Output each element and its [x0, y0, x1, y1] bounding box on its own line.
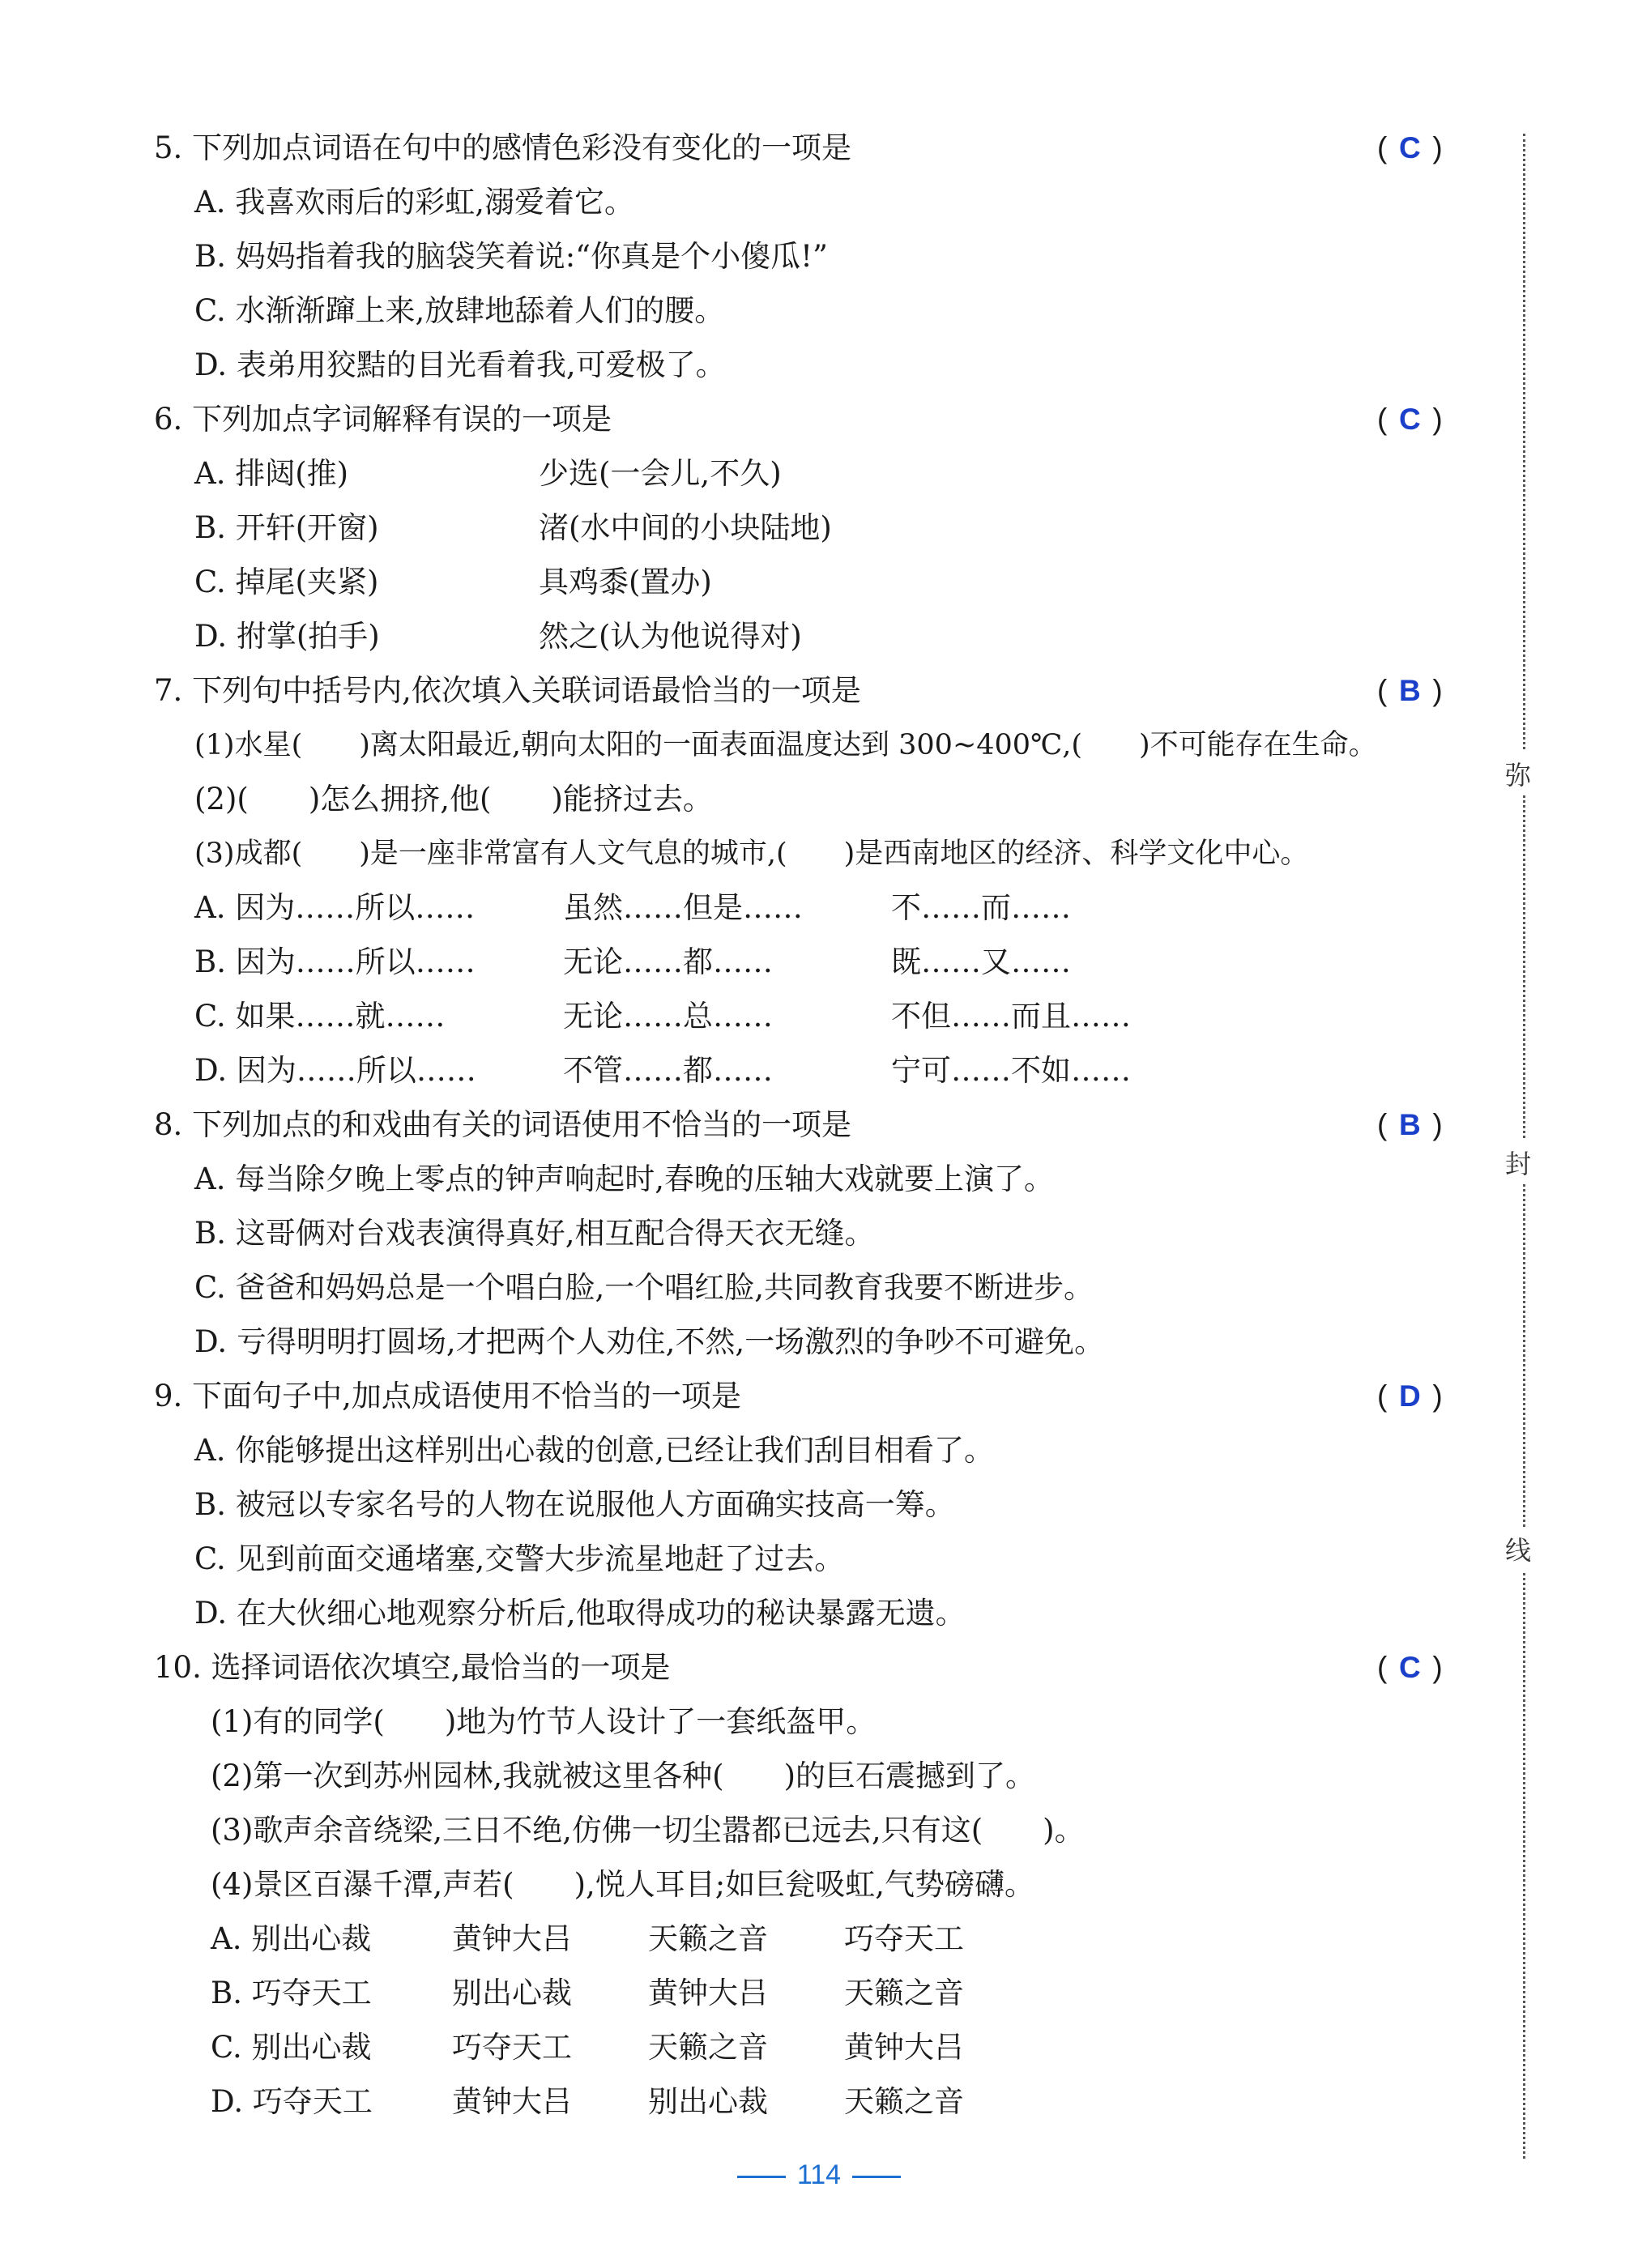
question-7-option-c-3: 不但……而且…… — [891, 999, 1131, 1034]
answer-paren-right: ) — [1432, 403, 1443, 436]
question-7-option-a-3: 不……而…… — [891, 890, 1071, 925]
page-number: 114 — [796, 2159, 842, 2190]
footer-dash-right — [852, 2176, 901, 2178]
question-10-option-b-3: 黄钟大吕 — [648, 1976, 768, 2010]
question-8-option-a: A. 每当除夕晚上零点的钟声响起时,春晚的压轴大戏就要上演了。 — [194, 1162, 1055, 1196]
question-7-option-b-1: B. 因为……所以…… — [194, 944, 476, 979]
question-8-option-d: D. 亏得明明打圆场,才把两个人劝住,不然,一场激烈的争吵不可避免。 — [194, 1324, 1105, 1359]
question-9-stem: 9. 下面句子中,加点成语使用不恰当的一项是 — [154, 1379, 741, 1413]
question-7-option-a-1: A. 因为……所以…… — [194, 890, 476, 925]
question-10-option-b-4: 天籁之音 — [844, 1976, 964, 2010]
question-7-option-b-2: 无论……都…… — [563, 944, 773, 979]
question-7-stem: 7. 下列句中括号内,依次填入关联词语最恰当的一项是 — [154, 673, 861, 708]
question-9-option-a: A. 你能够提出这样别出心裁的创意,已经让我们刮目相看了。 — [194, 1433, 995, 1468]
question-5-option-b: B. 妈妈指着我的脑袋笑着说:“你真是个小傻瓜!” — [194, 239, 828, 274]
question-7-answer — [1377, 671, 1443, 711]
question-5-answer — [1377, 128, 1443, 168]
question-7-sentence-3: (3)成都( )是一座非常富有人文气息的城市,( )是西南地区的经济、科学文化中心。 — [194, 838, 1309, 870]
question-10-option-c-1: C. 别出心裁 — [211, 2030, 372, 2065]
question-9-answer — [1377, 1376, 1443, 1417]
question-6-option-d-2: 然之(认为他说得对) — [539, 619, 802, 654]
question-6-option-a-2: 少选(一会儿,不久) — [539, 456, 782, 491]
answer-paren-right: ) — [1432, 1651, 1443, 1684]
question-5-option-d: D. 表弟用狡黠的目光看着我,可爱极了。 — [194, 347, 726, 382]
question-5-option-a: A. 我喜欢雨后的彩虹,溺爱着它。 — [194, 185, 635, 220]
question-8-stem: 8. 下列加点的和戏曲有关的词语使用不恰当的一项是 — [154, 1107, 852, 1142]
question-10-option-d-3: 别出心裁 — [648, 2084, 768, 2119]
question-9-option-d: D. 在大伙细心地观察分析后,他取得成功的秘诀暴露无遗。 — [194, 1596, 966, 1631]
question-5-option-c: C. 水渐渐蹿上来,放肆地舔着人们的腰。 — [194, 293, 725, 328]
answer-paren-right: ) — [1432, 131, 1443, 164]
question-7-option-c-2: 无论……总…… — [563, 999, 773, 1034]
answer-paren-left: ( — [1377, 1379, 1388, 1413]
question-6-stem: 6. 下列加点字词解释有误的一项是 — [154, 402, 612, 437]
question-10-option-c-3: 天籁之音 — [648, 2030, 768, 2065]
question-10-option-a-4: 巧夺天工 — [844, 1921, 964, 1956]
question-10-answer — [1377, 1648, 1443, 1688]
question-10-option-a-3: 天籁之音 — [648, 1921, 768, 1956]
answer-letter: D — [1398, 1379, 1421, 1413]
question-10-option-c-2: 巧夺天工 — [452, 2030, 572, 2065]
margin-label-mi: 弥 — [1505, 752, 1531, 795]
question-7-option-b-3: 既……又…… — [891, 944, 1071, 979]
question-10-sentence-2: (2)第一次到苏州园林,我就被这里各种( )的巨石震撼到了。 — [211, 1759, 1036, 1793]
question-7-option-d-3: 宁可……不如…… — [891, 1053, 1131, 1088]
answer-letter: B — [1398, 674, 1421, 707]
question-9-option-c: C. 见到前面交通堵塞,交警大步流星地赶了过去。 — [194, 1541, 845, 1576]
question-5-stem: 5. 下列加点词语在句中的感情色彩没有变化的一项是 — [154, 130, 852, 165]
question-10-sentence-4: (4)景区百瀑千潭,声若( ),悦人耳目;如巨瓮吸虹,气势磅礴。 — [211, 1867, 1035, 1902]
question-6-option-b-2: 渚(水中间的小块陆地) — [539, 510, 832, 545]
question-6-answer — [1377, 399, 1443, 440]
question-8-option-b: B. 这哥俩对台戏表演得真好,相互配合得天衣无缝。 — [194, 1216, 875, 1251]
question-10-option-b-2: 别出心裁 — [452, 1976, 572, 2010]
answer-paren-right: ) — [1432, 1379, 1443, 1413]
answer-paren-right: ) — [1432, 1108, 1443, 1141]
margin-label-xian: 线 — [1505, 1527, 1531, 1571]
question-9-option-b: B. 被冠以专家名号的人物在说服他人方面确实技高一筹。 — [194, 1487, 955, 1522]
answer-letter: C — [1398, 1651, 1421, 1684]
question-10-option-d-1: D. 巧夺天工 — [211, 2084, 373, 2119]
answer-paren-left: ( — [1377, 674, 1388, 707]
question-6-option-d-1: D. 拊掌(拍手) — [194, 619, 380, 654]
question-7-sentence-1: (1)水星( )离太阳最近,朝向太阳的一面表面温度达到 300~400℃,( )不可能存在生命。 — [194, 729, 1377, 761]
question-7-option-d-2: 不管……都…… — [563, 1053, 773, 1088]
page-footer — [0, 2159, 1638, 2191]
question-10-option-b-1: B. 巧夺天工 — [211, 1976, 372, 2010]
question-10-sentence-3: (3)歌声余音绕梁,三日不绝,仿佛一切尘嚣都已远去,只有这( )。 — [211, 1813, 1085, 1848]
question-10-option-a-1: A. 别出心裁 — [211, 1921, 372, 1956]
answer-paren-left: ( — [1377, 131, 1388, 164]
margin-label-feng: 封 — [1505, 1140, 1531, 1184]
question-6-option-c-2: 具鸡黍(置办) — [539, 565, 712, 599]
question-10-option-a-2: 黄钟大吕 — [452, 1921, 572, 1956]
answer-paren-left: ( — [1377, 1651, 1388, 1684]
question-10-option-c-4: 黄钟大吕 — [844, 2030, 964, 2065]
answer-letter: C — [1398, 403, 1421, 436]
footer-dash-left — [737, 2176, 786, 2178]
question-6-option-a-1: A. 排闼(推) — [194, 456, 349, 491]
answer-paren-right: ) — [1432, 674, 1443, 707]
question-7-sentence-2: (2)( )怎么拥挤,他( )能挤过去。 — [194, 782, 713, 816]
question-10-stem: 10. 选择词语依次填空,最恰当的一项是 — [154, 1650, 671, 1685]
answer-letter: C — [1398, 131, 1421, 164]
question-10-sentence-1: (1)有的同学( )地为竹节人设计了一套纸盔甲。 — [211, 1704, 877, 1739]
question-8-option-c: C. 爸爸和妈妈总是一个唱白脸,一个唱红脸,共同教育我要不断进步。 — [194, 1270, 1094, 1305]
question-7-option-d-1: D. 因为……所以…… — [194, 1053, 476, 1088]
question-10-option-d-2: 黄钟大吕 — [452, 2084, 572, 2119]
answer-paren-left: ( — [1377, 1108, 1388, 1141]
answer-paren-left: ( — [1377, 403, 1388, 436]
question-6-option-b-1: B. 开轩(开窗) — [194, 510, 379, 545]
question-10-option-d-4: 天籁之音 — [844, 2084, 964, 2119]
question-8-answer — [1377, 1105, 1443, 1145]
question-7-option-a-2: 虽然……但是…… — [563, 890, 803, 925]
question-7-option-c-1: C. 如果……就…… — [194, 999, 446, 1034]
answer-letter: B — [1398, 1108, 1421, 1141]
question-6-option-c-1: C. 掉尾(夹紧) — [194, 565, 379, 599]
